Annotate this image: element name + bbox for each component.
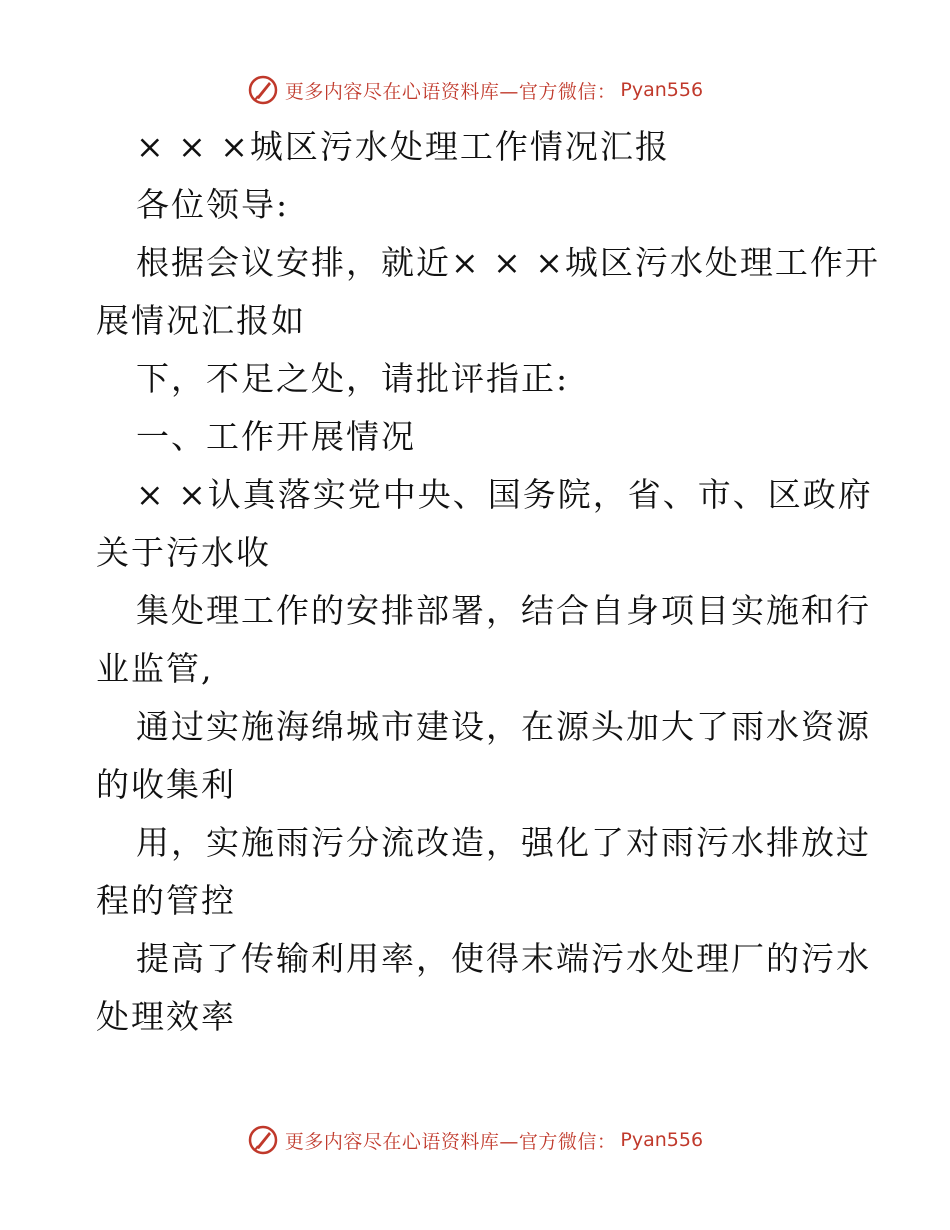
paragraph-line: 通过实施海绵城市建设，在源头加大了雨水资源: [136, 707, 871, 746]
watermark-text: 更多内容尽在心语资料库—官方微信：: [284, 80, 617, 103]
paragraph-line: 用，实施雨污分流改造，强化了对雨污水排放过: [136, 823, 871, 862]
paragraph-line: 集处理工作的安排部署，结合自身项目实施和行: [136, 591, 871, 630]
paragraph-line: 的收集利: [96, 765, 236, 804]
paragraph-line: 业监管,: [96, 649, 214, 688]
paragraph-line: × ×认真落实党中央、国务院，省、市、区政府: [136, 475, 873, 514]
paragraph-line: 关于污水收: [96, 533, 271, 572]
watermark-wechat-id: Pyan556: [620, 79, 704, 101]
paragraph-line: 程的管控: [96, 881, 236, 920]
section-heading: 一、工作开展情况: [136, 417, 416, 456]
document-title: × × ×城区污水处理工作情况汇报: [136, 127, 670, 166]
watermark-text: 更多内容尽在心语资料库—官方微信：: [284, 1130, 617, 1153]
watermark-wechat-id: Pyan556: [620, 1129, 704, 1151]
paragraph-line: 处理效率: [96, 997, 236, 1036]
paragraph-line: 提高了传输利用率，使得末端污水处理厂的污水: [136, 939, 871, 978]
quill-logo-icon: [247, 1124, 279, 1156]
document-body: [96, 118, 880, 1046]
paragraph-line: 展情况汇报如: [96, 301, 306, 340]
salutation: 各位领导:: [136, 185, 290, 224]
footer-watermark: [0, 1120, 950, 1160]
header-watermark: [0, 70, 950, 110]
quill-logo-icon: [247, 74, 279, 106]
paragraph-line: 根据会议安排，就近× × ×城区污水处理工作开: [136, 243, 880, 282]
paragraph-line: 下，不足之处，请批评指正:: [136, 359, 570, 398]
